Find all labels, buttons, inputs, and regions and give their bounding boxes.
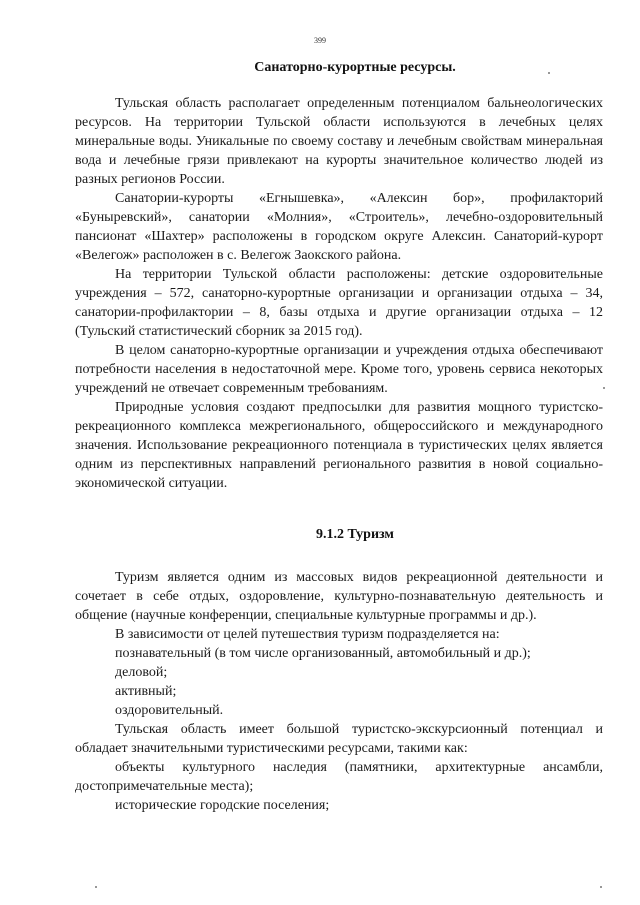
- paragraph: Природные условия создают предпосылки для развития мощного туристско-рекреационного комплекса межрегионального, общероссийского и международного значения. Использование рекреационного потенциала в туристических целях является одним из перспективных направлений регионального развития в новой социально-экономической ситуации.: [75, 400, 603, 491]
- list-item: деловой;: [115, 665, 168, 680]
- scan-speck: [600, 886, 602, 888]
- paragraph: В целом санаторно-курортные организации и учреждения отдыха обеспечивают потребности населения в недостаточной мере. Кроме того, уровень сервиса некоторых учреждений не отвечает современным требованиям.: [75, 343, 603, 396]
- list-item: активный;: [115, 684, 177, 699]
- paragraph: Санатории-курорты «Егнышевка», «Алексин бор», профилакторий «Буныревский», санатории «Молния», «Строитель», лечебно-оздоровительный пансионат «Шахтер» расположены в городском округе Алексин. Санаторий-курорт «Велегож» расположен в с. Велегож Заокского района.: [75, 191, 603, 263]
- section-title-sanatorium: Санаторно-курортные ресурсы.: [254, 60, 456, 75]
- section-body-sanatorium: [75, 94, 603, 493]
- paragraph: Тульская область имеет большой туристско-экскурсионный потенциал и обладает значительными туристическими ресурсами, такими как:: [75, 722, 603, 756]
- scan-speck: [603, 387, 605, 389]
- section-body-tourism: [75, 568, 603, 815]
- paragraph: На территории Тульской области расположены: детские оздоровительные учреждения – 572, санаторно-курортные организации и организации отдыха – 34, санатории-профилактории – 8, базы отдыха и другие организации отдыха – 12 (Тульский статистический сборник за 2015 год).: [75, 267, 603, 339]
- scan-speck: [548, 72, 550, 74]
- paragraph: Туризм является одним из массовых видов рекреационной деятельности и сочетает в себе отдых, оздоровление, культурно-познавательную деятельность и общение (научные конференции, специальные культурные программы и др.).: [75, 570, 603, 623]
- list-item: оздоровительный.: [115, 703, 224, 718]
- list-item: исторические городские поселения;: [115, 798, 330, 813]
- list-item: познавательный (в том числе организованный, автомобильный и др.);: [115, 646, 531, 661]
- list-item: объекты культурного наследия (памятники, архитектурные ансамбли, достопримечательные места);: [75, 760, 603, 794]
- paragraph: В зависимости от целей путешествия туризм подразделяется на:: [115, 627, 500, 642]
- page-number: 399: [314, 36, 326, 45]
- scan-speck: [95, 886, 97, 888]
- paragraph: Тульская область располагает определенным потенциалом бальнеологических ресурсов. На территории Тульской области используются в лечебных целях минеральные воды. Уникальные по своему составу и лечебным свойствам минеральная вода и лечебные грязи привлекают на курорты значительное количество людей из разных регионов России.: [75, 96, 603, 187]
- section-title-tourism: 9.1.2 Туризм: [316, 527, 394, 542]
